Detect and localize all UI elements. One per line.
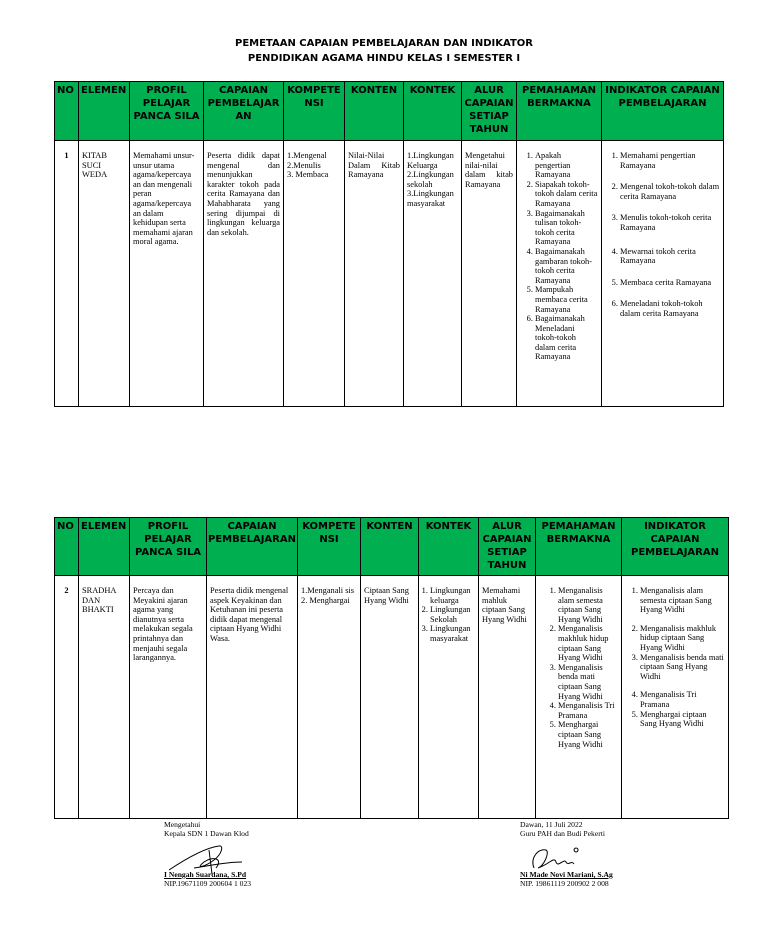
header-kompetensi: KOMPETE NSI [284, 82, 345, 141]
list-item: 6. Bagaimanakah Meneladani tokoh-tokoh dalam cerita Ramayana [535, 314, 598, 362]
cell-no: 2 [55, 576, 79, 819]
handwritten-signature-right [520, 840, 610, 874]
cell-kompetensi [298, 576, 361, 819]
header-kontek: KONTEK [404, 82, 462, 141]
cell-no: 1 [55, 141, 79, 407]
header-capaian: CAPAIAN PEMBELAJAR AN [204, 82, 284, 141]
cell-elemen: SRADHA DAN BHAKTI [79, 576, 130, 819]
cell-profil: Memahami unsur-unsur utama agama/kepercaya an dan mengenali peran agama/kepercaya an dalam kehidupan serta memahami ajaran moral agama. [130, 141, 204, 407]
list-item: 6. Meneladani tokoh-tokoh dalam cerita Ramayana [620, 299, 720, 318]
table-header-row [55, 518, 729, 576]
list-item: 1. Apakah pengertian Ramayana [535, 151, 598, 180]
kompetensi-item: 2. Menghargai [301, 595, 350, 605]
kompetensi-item: 1.Mengenal [287, 151, 327, 160]
table-header-row [55, 82, 724, 141]
cell-elemen: KITAB SUCI WEDA [79, 141, 130, 407]
list-item: 5. Menghargai ciptaan Sang Hyang Widhi [640, 710, 725, 729]
header-profil: PROFIL PELAJAR PANCA SILA [130, 518, 207, 576]
header-indikator: INDIKATOR CAPAIAN PEMBELAJARAN [622, 518, 729, 576]
signature-block-right [520, 820, 720, 888]
list-item: 5. Mampukah membaca cerita Ramayana [535, 285, 598, 314]
header-alur: ALUR CAPAIAN SETIAP TAHUN [462, 82, 517, 141]
document-title-line-1: PEMETAAN CAPAIAN PEMBELAJARAN DAN INDIKATOR [234, 38, 534, 49]
signature-right-nip: NIP. 19861119 200902 2 008 [520, 879, 609, 888]
list-item: 2. Menganalisis makhluk hidup ciptaan Sang Hyang Widhi [640, 624, 725, 653]
header-pemahaman: PEMAHAMAN BERMAKNA [517, 82, 602, 141]
cell-konten: Ciptaan Sang Hyang Widhi [361, 576, 419, 819]
cell-alur: Memahami mahluk ciptaan Sang Hyang Widhi [479, 576, 536, 819]
cell-indikator [622, 576, 729, 819]
signature-right-line2: Guru PAH dan Budi Pekerti [520, 829, 605, 838]
signature-left-line1: Mengetahui [164, 820, 201, 829]
cell-profil: Percaya dan Meyakini ajaran agama yang dianutnya serta melakukan segala printahnya dan menjauhi segala larangannya. [130, 576, 207, 819]
header-elemen: ELEMEN [79, 82, 130, 141]
table-row [55, 576, 729, 819]
list-item: 2. Siapakah tokoh-tokoh dalam cerita Ramayana [535, 180, 598, 209]
header-profil: PROFIL PELAJAR PANCA SILA [130, 82, 204, 141]
header-indikator: INDIKATOR CAPAIAN PEMBELAJARAN [602, 82, 724, 141]
list-item: 1. Menganalisis alam semesta ciptaan Sang Hyang Widhi [640, 586, 725, 615]
list-item: 1. Menganalisis alam semesta ciptaan Sang Hyang Widhi [558, 586, 618, 624]
header-kompetensi: KOMPETE NSI [298, 518, 361, 576]
header-no: NO [55, 82, 79, 141]
header-konten: KONTEN [345, 82, 404, 141]
signature-left-nip: NIP.19671109 200604 1 023 [164, 879, 252, 888]
kompetensi-item: 1.Menganali sis [301, 586, 355, 595]
cell-kompetensi [284, 141, 345, 407]
kontek-item: 3.Lingkungan masyarakat [407, 189, 454, 208]
list-item: 5. Membaca cerita Ramayana [620, 278, 720, 288]
cell-kontek [419, 576, 479, 819]
list-item: 1. Memahami pengertian Ramayana [620, 151, 720, 170]
cell-pemahaman [536, 576, 622, 819]
list-item: 3. Menulis tokoh-tokoh cerita Ramayana [620, 213, 720, 232]
kompetensi-item: 2.Menulis [287, 160, 321, 170]
signature-right-name: Ni Made Novi Mariani, S.Ag [520, 870, 613, 879]
list-item: 3. Menganalisis benda mati ciptaan Sang Hyang Widhi [640, 653, 725, 682]
kontek-item: 2.Lingkungan sekolah [407, 170, 454, 189]
cell-konten: Nilai-Nilai Dalam Kitab Ramayana [345, 141, 404, 407]
signature-left-name: I Nengah Suardana, S.Pd [164, 870, 247, 879]
table-row [55, 141, 724, 407]
list-item: 4. Menganalisis Tri Pramana [640, 690, 725, 709]
header-alur: ALUR CAPAIAN SETIAP TAHUN [479, 518, 536, 576]
cell-capaian: Peserta didik mengenal aspek Keyakinan dan Ketuhanan ini peserta didik dapat mengenal ciptaan Hyang Widhi Wasa. [207, 576, 298, 819]
cell-capaian: Peserta didik dapat mengenal dan menunjukkan karakter tokoh pada cerita Ramayana dan Mahabharata yang sering dijumpai di lingkungan keluarga dan sekolah. [204, 141, 284, 407]
header-no: NO [55, 518, 79, 576]
cell-alur: Mengetahui nilai-nilai dalam kitab Ramayana [462, 141, 517, 407]
mapping-table-2 [54, 517, 729, 819]
header-capaian: CAPAIAN PEMBELAJARAN [207, 518, 298, 576]
list-item: 2. Menganalisis makhluk hidup ciptaan Sang Hyang Widhi [558, 624, 618, 662]
signature-block-left [164, 820, 364, 888]
cell-pemahaman [517, 141, 602, 407]
header-kontek: KONTEK [419, 518, 479, 576]
list-item: 1. Lingkungan keluarga [430, 586, 475, 605]
cell-kontek [404, 141, 462, 407]
list-item: 3. Menganalisis benda mati ciptaan Sang Hyang Widhi [558, 663, 618, 701]
list-item: 4. Menganalisis Tri Pramana [558, 701, 618, 720]
header-konten: KONTEN [361, 518, 419, 576]
list-item: 3. Lingkungan masyarakat [430, 624, 475, 643]
list-item: 5. Menghargai ciptaan Sang Hyang Widhi [558, 720, 618, 749]
header-pemahaman: PEMAHAMAN BERMAKNA [536, 518, 622, 576]
kompetensi-item: 3. Membaca [287, 170, 329, 180]
kontek-item: 1.Lingkungan Keluarga [407, 151, 454, 170]
header-elemen: ELEMEN [79, 518, 130, 576]
mapping-table-1 [54, 81, 724, 407]
list-item: 2. Mengenal tokoh-tokoh dalam cerita Ramayana [620, 182, 720, 201]
cell-indikator [602, 141, 724, 407]
signature-right-line1: Dawan, 11 Juli 2022 [520, 820, 583, 829]
list-item: 3. Bagaimanakah tulisan tokoh-tokoh cerita Ramayana [535, 209, 598, 247]
list-item: 2. Lingkungan Sekolah [430, 605, 475, 624]
signature-left-line2: Kepala SDN 1 Dawan Klod [164, 829, 249, 838]
document-title-line-2: PENDIDIKAN AGAMA HINDU KELAS I SEMESTER I [247, 53, 521, 64]
list-item: 4. Bagaimanakah gambaran tokoh-tokoh cerita Ramayana [535, 247, 598, 285]
list-item: 4. Mewarnai tokoh cerita Ramayana [620, 247, 720, 266]
